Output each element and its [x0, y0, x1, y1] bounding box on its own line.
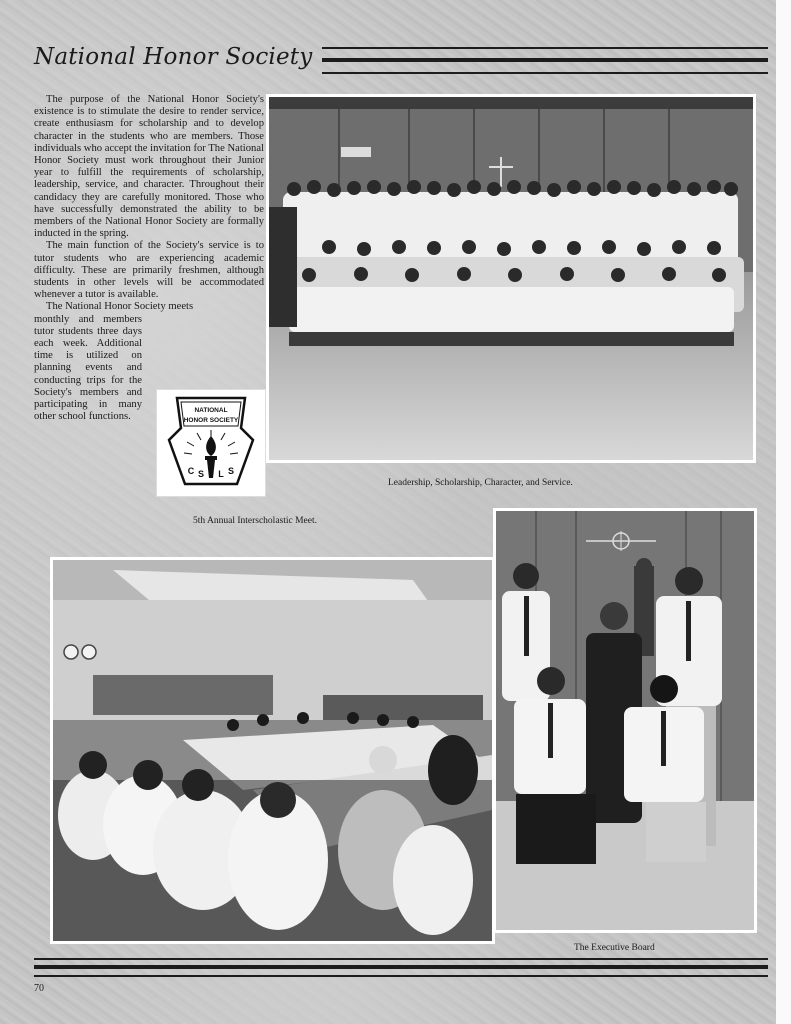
meeting-photo: [50, 557, 495, 944]
page-number: 70: [34, 983, 44, 994]
logo-letter-c: C: [187, 466, 195, 476]
logo-text-honor-society: HONOR SOCIETY: [183, 417, 239, 424]
meeting-photo-caption: 5th Annual Interscholastic Meet.: [193, 516, 317, 526]
paragraph-tutoring: The main function of the Society's service is to tutor students who are experiencing academic difficulty. These are primarily freshmen, although students in other levels will be accommodated whenever a tutor is available.: [34, 240, 264, 301]
paragraph-meetings-continued: monthly and members tutor students three days each week. Additional time is utilized on planning events and conducting trips for the Society's members and participating in many other school functions.: [34, 313, 142, 423]
paragraph-purpose: The purpose of the National Honor Society's existence is to stimulate the desire to render service, create enthusiasm for scholarship and to develop character in the students who are members. Those individuals who accept the invitation for The National Honor Society must work throughout their Junior year to fulfill the requirements of scholarship, leadership, service, and character. Throughout their candidacy they are carefully monitored. Those who have successfully demonstrated the ability to be members of the National Honor Society are formally inducted in the spring.: [34, 94, 264, 240]
title-rule-top: [322, 47, 768, 49]
keystone-torch-icon: [157, 390, 265, 496]
article-body: [34, 94, 264, 423]
group-photo: [266, 94, 756, 463]
logo-letter-s2: S: [227, 466, 235, 476]
title-rule-mid: [322, 58, 768, 62]
footer-rule-mid: [34, 965, 768, 969]
title-rule-bottom: [322, 72, 768, 74]
logo-letter-s: S: [197, 469, 205, 479]
logo-text-national: NATIONAL: [194, 407, 228, 414]
paragraph-meetings: The National Honor Society meets: [46, 301, 194, 313]
scan-margin: [776, 0, 791, 1024]
board-photo-caption: The Executive Board: [574, 943, 655, 953]
executive-board-photo: [493, 508, 757, 933]
footer-rule-bottom: [34, 975, 768, 977]
nhs-logo: [156, 389, 266, 497]
page-title: National Honor Society: [34, 44, 313, 70]
logo-letter-l: L: [218, 469, 224, 479]
group-photo-caption: Leadership, Scholarship, Character, and Service.: [388, 478, 573, 488]
footer-rule-top: [34, 958, 768, 960]
